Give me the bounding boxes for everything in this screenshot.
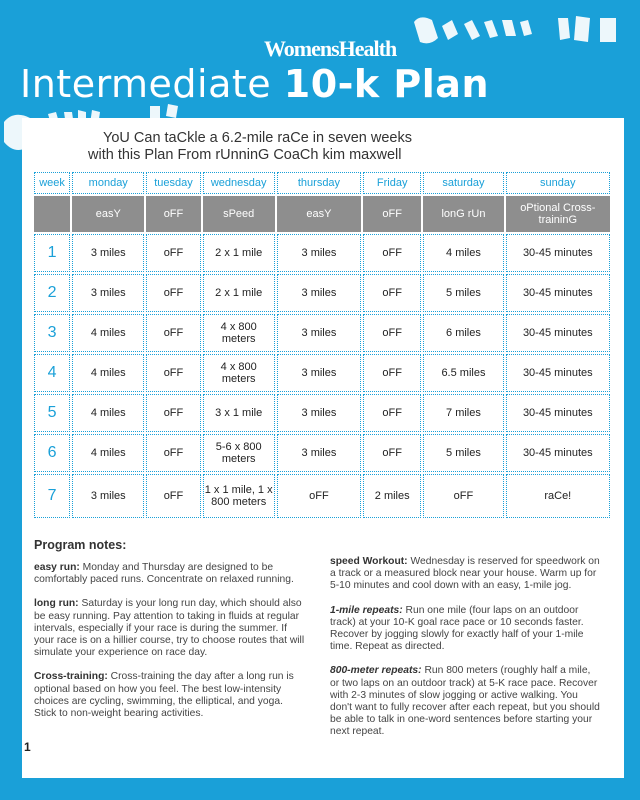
cell-saturday: oFF [423, 474, 503, 518]
title-prefix: Intermediate [20, 62, 272, 106]
subtitle-line-1: YoU Can taCkle a 6.2-mile raCe in seven weeks [103, 130, 412, 146]
notes-column-right [330, 556, 602, 751]
note-label: Cross-training: [34, 671, 108, 683]
week-number: 1 [34, 234, 70, 272]
cell-sunday: 30-45 minutes [506, 354, 610, 392]
note-text: Monday and Thursday are designed to be comfortably paced runs. Concentrate on relaxed running. [34, 562, 294, 586]
cell-friday: oFF [363, 314, 421, 352]
cell-friday: 2 miles [363, 474, 421, 518]
cell-monday: 3 miles [72, 274, 144, 312]
cell-tuesday: oFF [146, 234, 200, 272]
brand-logo: WomensHealth [264, 36, 397, 61]
week-number: 2 [34, 274, 70, 312]
cell-saturday: 5 miles [423, 434, 503, 472]
cell-saturday: 4 miles [423, 234, 503, 272]
subtitle-line-2: with this Plan From rUnninG CoaCh kim maxwell [88, 147, 402, 163]
cell-wednesday: 4 x 800 meters [203, 314, 275, 352]
cell-friday: oFF [363, 234, 421, 272]
note-text: Wednesday is reserved for speedwork on a track or a measured block near your house. Warm up for 5-10 minutes and cool down with an easy, 1-mile jog. [330, 556, 600, 592]
cell-thursday: 3 miles [277, 394, 361, 432]
footprint-icon [408, 12, 630, 56]
header-week: week [34, 172, 70, 194]
title-bold: 10-k Plan [283, 62, 489, 106]
note-speed-workout [330, 556, 602, 593]
cell-saturday: 6 miles [423, 314, 503, 352]
week-number: 3 [34, 314, 70, 352]
note-label: 800-meter repeats: [330, 665, 422, 677]
note-label: speed Workout: [330, 556, 408, 567]
header-wednesday: wednesday [203, 172, 275, 194]
type-thursday: easY [277, 196, 361, 232]
cell-thursday: 3 miles [277, 354, 361, 392]
table-row [34, 474, 610, 518]
plan-subtitle [88, 130, 568, 164]
cell-monday: 4 miles [72, 314, 144, 352]
note-text: Cross-training the day after a long run is optional based on how you feel. The best low-intensity choices are cycling, swimming, the elliptical, and yoga. Stick to non-weight bearing activities. [34, 671, 294, 720]
header-tuesday: tuesday [146, 172, 200, 194]
cell-wednesday: 2 x 1 mile [203, 234, 275, 272]
type-wednesday: sPeed [203, 196, 275, 232]
type-monday: easY [72, 196, 144, 232]
header-saturday: saturday [423, 172, 503, 194]
cell-friday: oFF [363, 394, 421, 432]
training-plan-table [32, 170, 612, 520]
cell-saturday: 6.5 miles [423, 354, 503, 392]
cell-friday: oFF [363, 354, 421, 392]
cell-thursday: 3 miles [277, 314, 361, 352]
notes-title: Program notes: [34, 538, 127, 552]
cell-saturday: 7 miles [423, 394, 503, 432]
cell-sunday: 30-45 minutes [506, 274, 610, 312]
cell-monday: 3 miles [72, 234, 144, 272]
cell-thursday: oFF [277, 474, 361, 518]
page-number: 1 [24, 740, 31, 754]
cell-friday: oFF [363, 434, 421, 472]
cell-thursday: 3 miles [277, 234, 361, 272]
type-friday: oFF [363, 196, 421, 232]
note-easy-run [34, 562, 306, 586]
cell-wednesday: 2 x 1 mile [203, 274, 275, 312]
type-sunday: oPtional Cross-traininG [506, 196, 610, 232]
cell-wednesday: 3 x 1 mile [203, 394, 275, 432]
week-number: 4 [34, 354, 70, 392]
cell-thursday: 3 miles [277, 434, 361, 472]
page-title [20, 62, 489, 106]
cell-tuesday: oFF [146, 274, 200, 312]
week-number: 5 [34, 394, 70, 432]
cell-tuesday: oFF [146, 394, 200, 432]
week-number: 7 [34, 474, 70, 518]
note-label: 1-mile repeats: [330, 604, 403, 616]
cell-sunday: 30-45 minutes [506, 394, 610, 432]
cell-sunday: 30-45 minutes [506, 434, 610, 472]
header-friday: Friday [363, 172, 421, 194]
cell-monday: 4 miles [72, 394, 144, 432]
cell-tuesday: oFF [146, 314, 200, 352]
cell-wednesday: 1 x 1 mile, 1 x 800 meters [203, 474, 275, 518]
note-label: long run: [34, 598, 79, 610]
note-text: Run one mile (four laps on an outdoor track) at your 10-K goal race pace or 10 seconds faster. Recover by jogging slowly for exactly half of your 1-mile time. Repeat as directed. [330, 604, 584, 653]
cell-sunday: 30-45 minutes [506, 234, 610, 272]
table-row [34, 314, 610, 352]
cell-friday: oFF [363, 274, 421, 312]
cell-tuesday: oFF [146, 474, 200, 518]
workout-type-row [34, 196, 610, 232]
table-row [34, 354, 610, 392]
cell-tuesday: oFF [146, 434, 200, 472]
note-text: Saturday is your long run day, which should also be easy running. Pay attention to taking in fluids at regular intervals, especially if your race is during the summer. If your race is on a hillier course, try to choose routes that will simulate your experience on race day. [34, 598, 305, 659]
cell-monday: 3 miles [72, 474, 144, 518]
cell-tuesday: oFF [146, 354, 200, 392]
cell-wednesday: 4 x 800 meters [203, 354, 275, 392]
note-800m-repeats [330, 665, 602, 738]
cell-sunday: raCe! [506, 474, 610, 518]
note-cross-training [34, 671, 306, 720]
cell-monday: 4 miles [72, 434, 144, 472]
cell-sunday: 30-45 minutes [506, 314, 610, 352]
table-row [34, 274, 610, 312]
note-long-run [34, 598, 306, 659]
content-panel [22, 118, 624, 778]
cell-wednesday: 5-6 x 800 meters [203, 434, 275, 472]
cell-monday: 4 miles [72, 354, 144, 392]
header-thursday: thursday [277, 172, 361, 194]
cell-thursday: 3 miles [277, 274, 361, 312]
type-blank [34, 196, 70, 232]
table-row [34, 434, 610, 472]
type-tuesday: oFF [146, 196, 200, 232]
table-row [34, 234, 610, 272]
header-monday: monday [72, 172, 144, 194]
note-mile-repeats [330, 605, 602, 654]
day-header-row [34, 172, 610, 194]
note-label: easy run: [34, 562, 80, 573]
type-saturday: lonG rUn [423, 196, 503, 232]
notes-column-left [34, 562, 306, 732]
week-number: 6 [34, 434, 70, 472]
table-row [34, 394, 610, 432]
note-text: Run 800 meters (roughly half a mile, or two laps on an outdoor track) at 5-K race pace. Recover with 2-3 minutes of slow jogging or active walking. You don't want to fully recover after each repeat, but you should be able to talk in one-word sentences before starting your next repeat. [330, 665, 600, 738]
cell-saturday: 5 miles [423, 274, 503, 312]
header-sunday: sunday [506, 172, 610, 194]
